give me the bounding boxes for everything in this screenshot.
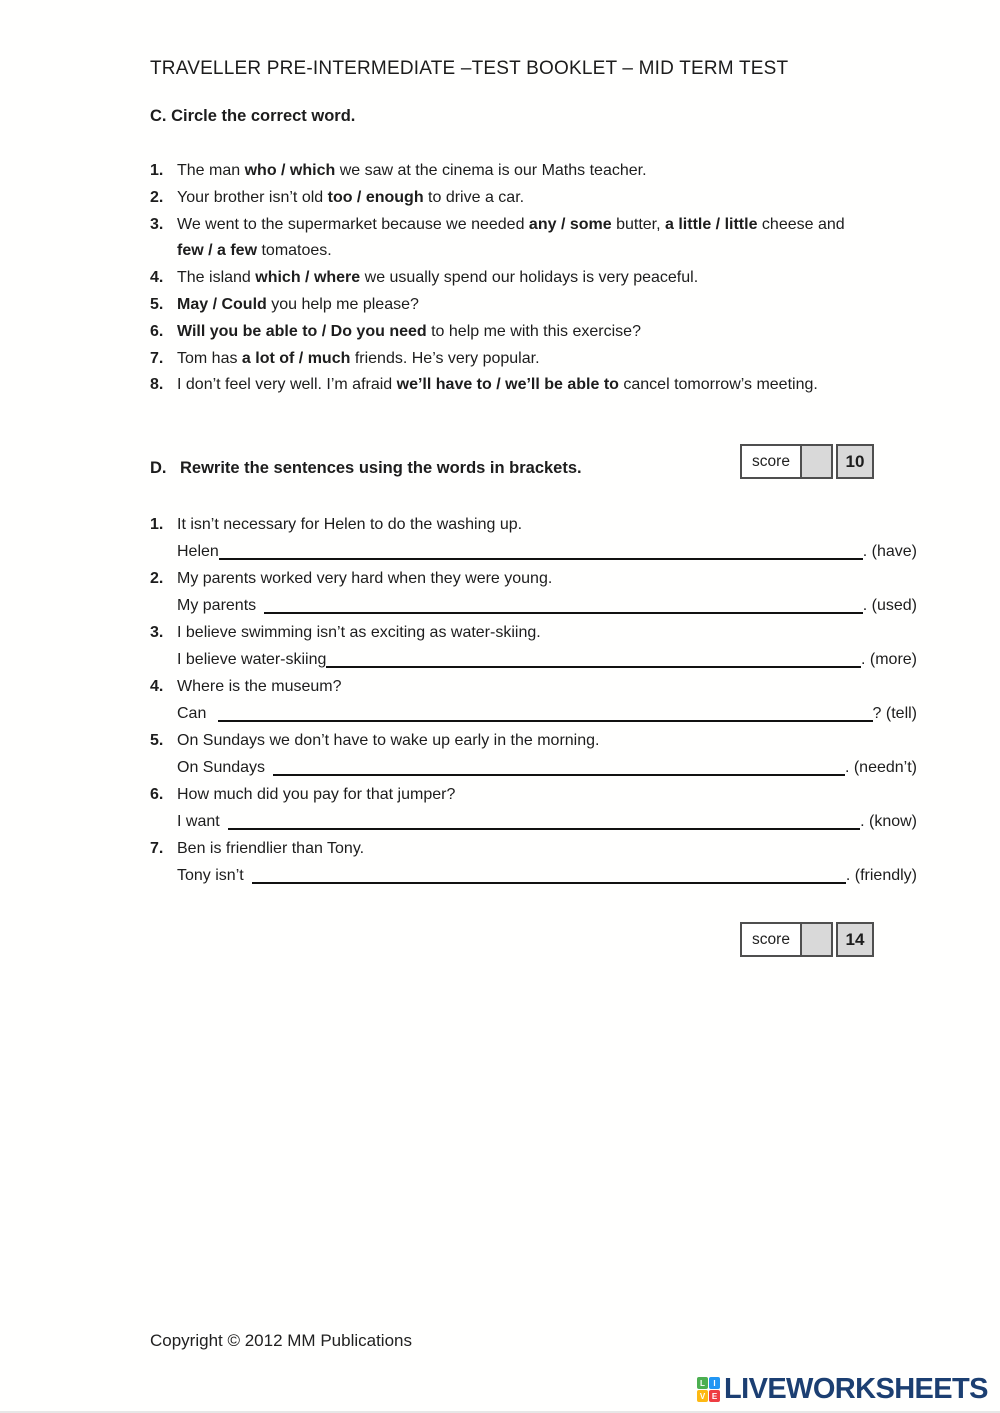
sentence-text: Your brother isn’t old <box>177 188 328 206</box>
item-number: 6. <box>150 786 164 803</box>
section-d-letter: D. <box>150 459 167 477</box>
choice-words[interactable]: Will you be able to / Do you need <box>177 322 427 340</box>
item-number: 3. <box>150 215 164 233</box>
item-number: 7. <box>150 840 164 857</box>
answer-hint: . (needn’t) <box>844 759 917 776</box>
answer-hint: . (more) <box>861 651 917 668</box>
choice-words[interactable]: who / which <box>244 162 336 179</box>
score-box-section-d <box>740 922 874 957</box>
choice-words[interactable]: May / Could <box>177 295 267 313</box>
answer-prefix: My parents <box>177 597 257 614</box>
choice-words[interactable]: too / enough <box>327 188 424 206</box>
sentence-text: to drive a car. <box>423 188 525 206</box>
source-sentence: On Sundays we don’t have to wake up early in the morning. <box>177 732 600 749</box>
exercise-c-item <box>150 292 925 319</box>
item-text <box>177 376 818 393</box>
item-number: 6. <box>150 322 164 340</box>
exercise-d-item <box>150 511 917 565</box>
liveworksheets-logo-text: LIVEWORKSHEETS <box>724 1373 988 1405</box>
liveworksheets-logo[interactable] <box>697 1374 988 1405</box>
section-c-item-list <box>150 158 925 399</box>
source-sentence: It isn’t necessary for Helen to do the washing up. <box>177 516 523 533</box>
item-number: 7. <box>150 349 164 367</box>
answer-blank[interactable] <box>273 774 845 776</box>
item-text <box>177 216 845 260</box>
sentence-text: I don’t feel very well. I’m afraid <box>177 376 397 394</box>
answer-hint: ? (tell) <box>872 705 917 722</box>
sentence-text: tomatoes. <box>257 242 332 260</box>
source-sentence: How much did you pay for that jumper? <box>177 786 456 803</box>
sentence-text: to help me with this exercise? <box>426 322 641 340</box>
score-max-value: 14 <box>836 922 874 957</box>
copyright-notice: Copyright © 2012 MM Publications <box>150 1331 412 1350</box>
item-text <box>177 269 698 286</box>
answer-blank[interactable] <box>326 666 861 668</box>
choice-words[interactable]: few / a few <box>177 242 258 260</box>
item-number: 2. <box>150 570 164 587</box>
item-number: 5. <box>150 732 164 749</box>
logo-tile-i: I <box>709 1377 720 1389</box>
exercise-c-item <box>150 372 925 399</box>
item-text <box>177 162 647 179</box>
item-text <box>177 296 419 313</box>
choice-words[interactable]: any / some <box>528 215 612 233</box>
document-title: TRAVELLER PRE-INTERMEDIATE –TEST BOOKLET – MID TERM TEST <box>150 58 789 79</box>
item-number: 1. <box>150 162 164 179</box>
exercise-c-item <box>150 319 925 346</box>
choice-words[interactable]: a lot of / much <box>241 349 351 367</box>
section-d-heading-text: Rewrite the sentences using the words in brackets. <box>180 459 582 477</box>
choice-words[interactable]: a little / little <box>665 215 758 233</box>
exercise-c-item <box>150 346 925 373</box>
score-max-value: 10 <box>836 444 874 479</box>
sentence-text: cancel tomorrow’s meeting. <box>618 376 818 394</box>
sentence-text: We went to the supermarket because we needed <box>177 215 529 233</box>
source-sentence: My parents worked very hard when they were young. <box>177 570 553 587</box>
answer-prefix: Can <box>177 705 207 722</box>
answer-blank[interactable] <box>219 558 863 560</box>
exercise-c-item <box>150 185 925 212</box>
sentence-text: you help me please? <box>266 295 419 313</box>
sentence-text: Tom has <box>177 349 242 367</box>
choice-words[interactable]: which / where <box>255 269 361 287</box>
choice-words[interactable]: we’ll have to / we’ll be able to <box>396 376 619 394</box>
score-label: score <box>740 922 802 957</box>
item-number: 2. <box>150 188 164 206</box>
exercise-c-item <box>150 158 925 185</box>
item-number: 8. <box>150 376 164 394</box>
item-text <box>177 323 641 340</box>
answer-prefix: I believe water-skiing <box>177 651 327 668</box>
answer-prefix: On Sundays <box>177 759 266 776</box>
answer-blank[interactable] <box>228 828 860 830</box>
sentence-text: friends. He’s very popular. <box>350 349 540 367</box>
item-number: 5. <box>150 295 164 313</box>
score-entry-cell <box>800 444 833 479</box>
answer-prefix: I want <box>177 813 220 830</box>
exercise-c-item <box>150 212 925 266</box>
exercise-d-item <box>150 835 917 889</box>
score-label: score <box>740 444 802 479</box>
exercise-d-item <box>150 781 917 835</box>
logo-tile-v: V <box>697 1390 708 1402</box>
exercise-d-item <box>150 673 917 727</box>
exercise-c-item <box>150 265 925 292</box>
item-number: 4. <box>150 678 164 695</box>
item-number: 4. <box>150 269 164 287</box>
sentence-text: we usually spend our holidays is very peaceful. <box>360 269 699 287</box>
score-entry-cell <box>800 922 833 957</box>
score-box-section-c <box>740 444 874 479</box>
answer-prefix: Helen <box>177 543 219 560</box>
answer-hint: . (know) <box>860 813 917 830</box>
item-text <box>177 189 524 206</box>
section-c-heading: C. Circle the correct word. <box>150 107 356 125</box>
item-number: 1. <box>150 516 164 533</box>
exercise-d-item <box>150 565 917 619</box>
source-sentence: I believe swimming isn’t as exciting as water-skiing. <box>177 624 541 641</box>
liveworksheets-logo-icon <box>697 1377 720 1402</box>
answer-hint: . (friendly) <box>845 867 917 884</box>
item-text <box>177 350 540 367</box>
answer-blank[interactable] <box>252 882 846 884</box>
source-sentence: Ben is friendlier than Tony. <box>177 840 365 857</box>
answer-blank[interactable] <box>264 612 863 614</box>
source-sentence: Where is the museum? <box>177 678 342 695</box>
sentence-text: butter, <box>611 215 665 233</box>
section-d-item-list <box>150 511 917 889</box>
exercise-d-item <box>150 727 917 781</box>
answer-hint: . (have) <box>862 543 917 560</box>
answer-blank[interactable] <box>218 720 872 722</box>
sentence-text: we saw at the cinema is our Maths teacher. <box>335 162 647 179</box>
answer-hint: . (used) <box>862 597 917 614</box>
sentence-text: The man <box>177 162 245 179</box>
answer-prefix: Tony isn’t <box>177 867 244 884</box>
sentence-text: The island <box>177 269 256 287</box>
exercise-d-item <box>150 619 917 673</box>
item-number: 3. <box>150 624 164 641</box>
logo-tile-e: E <box>709 1390 720 1402</box>
logo-tile-l: L <box>697 1377 708 1389</box>
sentence-text: cheese and <box>757 215 845 233</box>
section-d-heading <box>150 459 582 478</box>
